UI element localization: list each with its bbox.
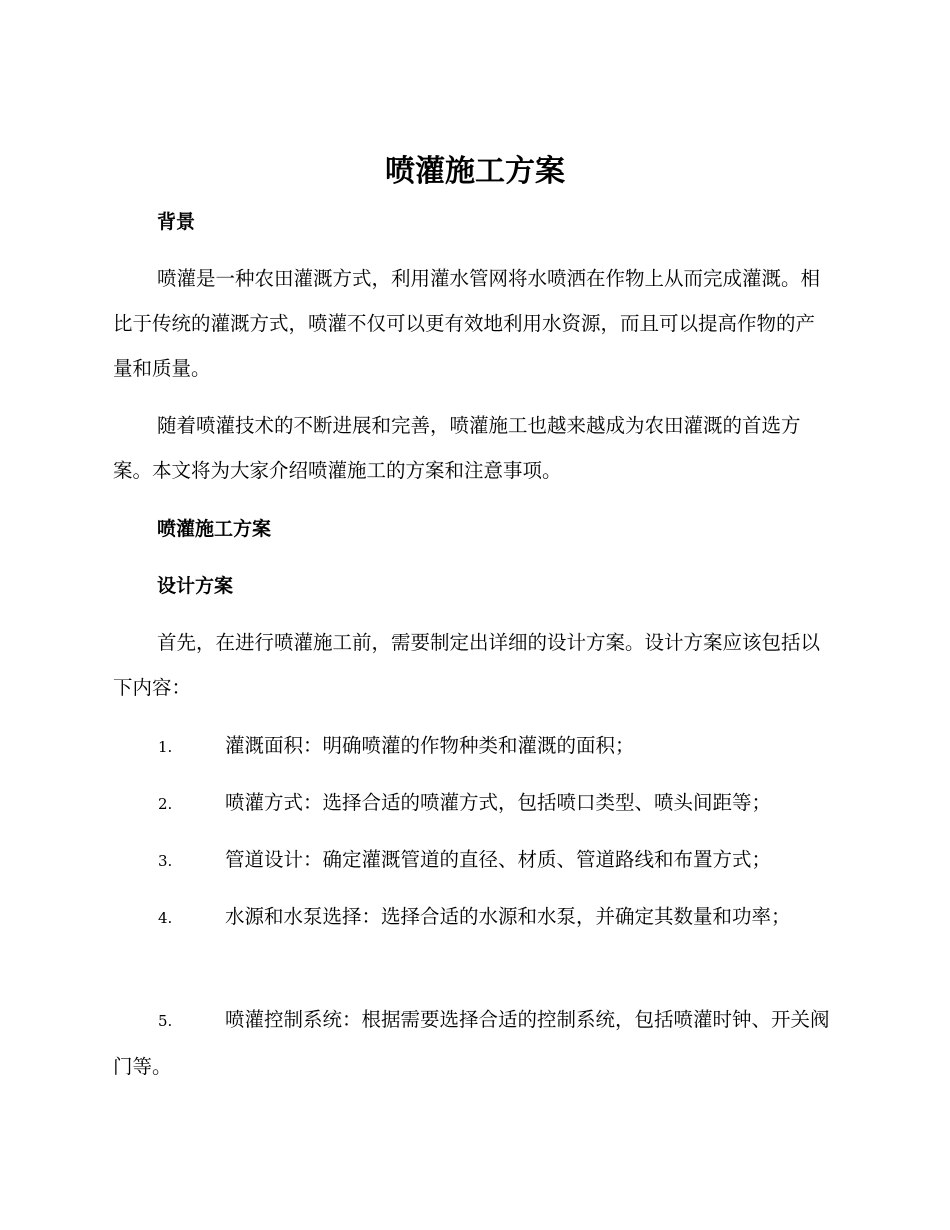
background-paragraph-2: 随着喷灌技术的不断进展和完善，喷灌施工也越来越成为农田灌溉的首选方案。本文将为大家介绍喷灌施工的方案和注意事项。	[113, 414, 801, 482]
list-item	[113, 837, 833, 884]
list-item	[113, 723, 833, 770]
list-item-text: 灌溉面积：明确喷灌的作物种类和灌溉的面积；	[225, 734, 635, 757]
list-item-number: 5.	[158, 1012, 173, 1030]
background-paragraph-1: 喷灌是一种农田灌溉方式，利用灌水管网将水喷洒在作物上从而完成灌溉。相比于传统的灌溉方式，喷灌不仅可以更有效地利用水资源，而且可以提高作物的产量和质量。	[113, 267, 821, 380]
list-item-number: 3.	[158, 852, 173, 870]
list-item-number: 4.	[158, 909, 173, 927]
section-heading-plan: 喷灌施工方案	[157, 518, 272, 540]
design-paragraph-1: 首先，在进行喷灌施工前，需要制定出详细的设计方案。设计方案应该包括以下内容：	[113, 631, 821, 699]
list-item-number: 2.	[158, 795, 173, 813]
list-item-text: 喷灌控制系统：根据需要选择合适的控制系统，包括喷灌时钟、开关阀门等。	[113, 1008, 830, 1078]
list-item	[113, 894, 833, 941]
list-item-text: 喷灌方式：选择合适的喷灌方式，包括喷口类型、喷头间距等；	[225, 791, 772, 814]
list-item-number: 1.	[158, 738, 173, 756]
section-heading-background: 背景	[157, 211, 196, 233]
list-item	[113, 997, 833, 1089]
section-heading-design: 设计方案	[157, 575, 234, 597]
list-item	[113, 780, 833, 827]
list-item-text: 水源和水泵选择：选择合适的水源和水泵，并确定其数量和功率；	[225, 905, 791, 928]
document-title: 喷灌施工方案	[385, 154, 565, 189]
list-item-text: 管道设计：确定灌溉管道的直径、材质、管道路线和布置方式；	[225, 848, 772, 871]
